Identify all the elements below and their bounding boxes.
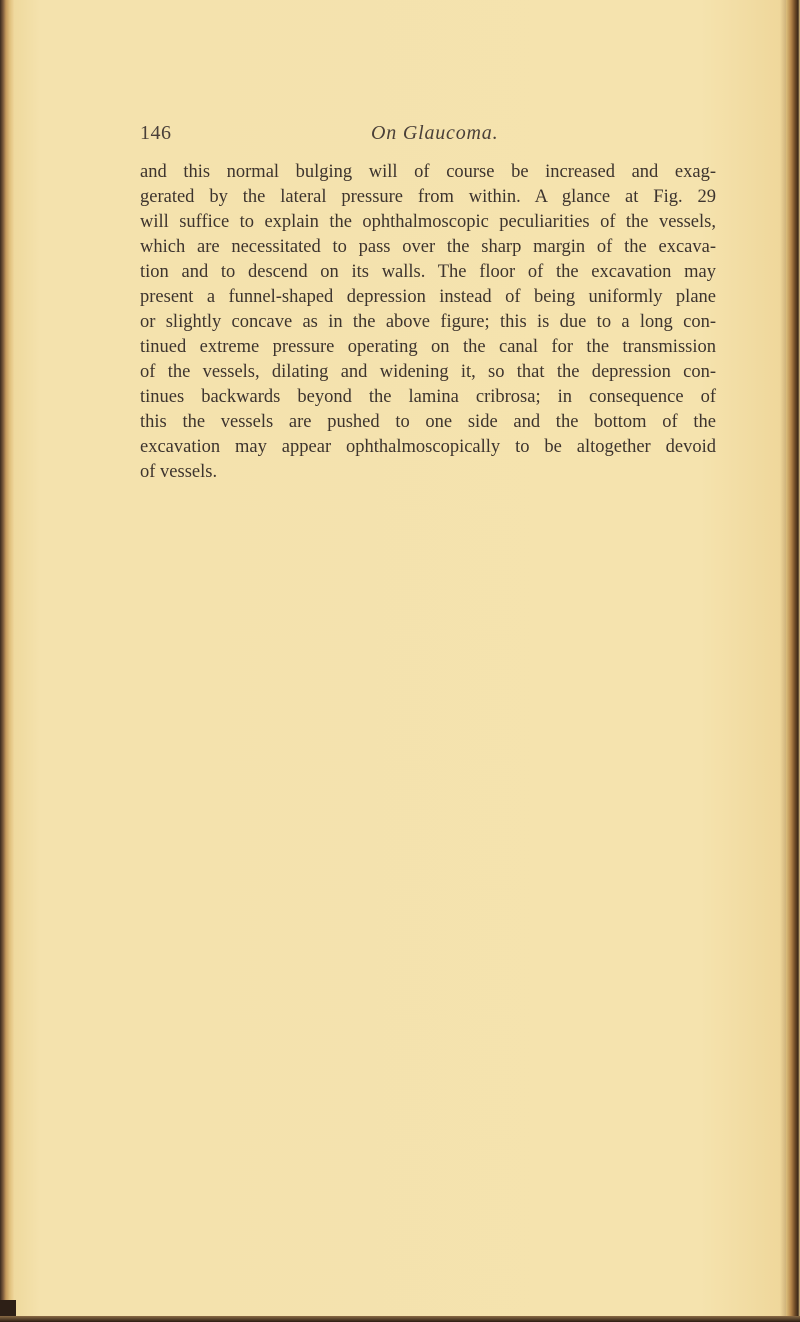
text-line: will suffice to explain the ophthalmoscopic peculiarities of the vessels, bbox=[140, 212, 716, 232]
text-line: this the vessels are pushed to one side and the bottom of the bbox=[140, 412, 716, 432]
text-line: tinues backwards beyond the lamina cribrosa; in consequence of bbox=[140, 387, 716, 407]
page-bottom-edge bbox=[0, 1316, 800, 1322]
text-line: tinued extreme pressure operating on the canal for the transmission bbox=[140, 337, 716, 357]
text-line: of the vessels, dilating and widening it, so that the depression con- bbox=[140, 362, 716, 382]
text-line: gerated by the lateral pressure from within. A glance at Fig. 29 bbox=[140, 187, 716, 207]
running-title: On Glaucoma. bbox=[371, 122, 499, 144]
running-header bbox=[0, 122, 800, 150]
book-edge-right bbox=[786, 0, 800, 1322]
text-line: tion and to descend on its walls. The floor of the excavation may bbox=[140, 262, 716, 282]
text-line: and this normal bulging will of course be increased and exag- bbox=[140, 162, 716, 182]
text-line: of vessels. bbox=[140, 462, 218, 482]
text-line: excavation may appear ophthalmoscopically to be altogether devoid bbox=[140, 437, 716, 457]
body-paragraph bbox=[140, 160, 716, 485]
text-line: present a funnel-shaped depression instead of being uniformly plane bbox=[140, 287, 716, 307]
text-line: or slightly concave as in the above figure; this is due to a long con- bbox=[140, 312, 716, 332]
text-line: which are necessitated to pass over the sharp margin of the excava- bbox=[140, 237, 716, 257]
page-number: 146 bbox=[140, 122, 172, 144]
book-binding-left bbox=[0, 0, 14, 1322]
